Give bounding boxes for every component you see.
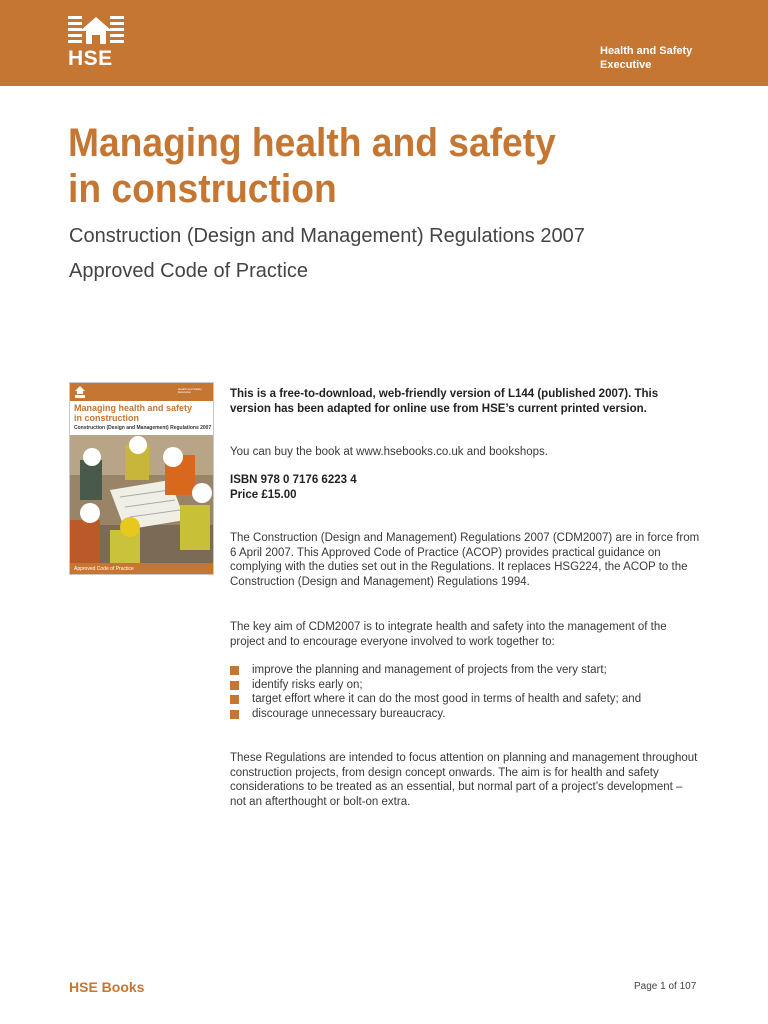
bullet-square-icon <box>230 681 239 690</box>
price: Price £15.00 <box>230 488 297 501</box>
cover-photo-construction-workers <box>70 435 214 565</box>
paragraph-focus: These Regulations are intended to focus attention on planning and management throughout construction projects, from design concept onwards. The aim is for health and safety considerations to be treated as an essential, but normal part of a project’s development – not an afterthought or bolt-on extra. <box>230 752 698 808</box>
isbn: ISBN 978 0 7176 6223 4 <box>230 474 357 486</box>
cover-org-text: Health and Safety Executive <box>178 387 202 394</box>
book-cover-thumbnail <box>69 382 214 575</box>
cover-title: Managing health and safety in construction <box>74 403 193 423</box>
paragraph-key-aim: The key aim of CDM2007 is to integrate health and safety into the management of the project and to encourage everyone involved to work together to: <box>230 621 667 648</box>
bullet-square-icon <box>230 695 239 704</box>
paragraph-cdm2007: The Construction (Design and Management) Regulations 2007 (CDM2007) are in force from 6 April 2007. This Approved Code of Practice (ACOP) provides practical guidance on complying with the duties set out in the Regulations. It replaces HSG224, the ACOP to the Construction (Design and Management) Regulations 1994. <box>230 532 700 588</box>
cover-subtitle: Construction (Design and Management) Regulations 2007 <box>74 425 212 431</box>
bullet-square-icon <box>230 710 239 719</box>
aim-bullet-list <box>230 663 700 721</box>
hse-logo-text: HSE <box>68 47 113 70</box>
list-item: discourage unnecessary bureaucracy. <box>230 707 700 722</box>
header-band <box>0 0 768 86</box>
footer-publisher: HSE Books <box>69 979 145 995</box>
purchase-info: You can buy the book at www.hsebooks.co.uk and bookshops. <box>230 446 548 458</box>
bullet-square-icon <box>230 666 239 675</box>
page-title: Managing health and safety in construction <box>68 121 556 211</box>
page-subtitle: Construction (Design and Management) Regulations 2007 Approved Code of Practice <box>69 225 585 282</box>
list-item: identify risks early on; <box>230 678 700 693</box>
organization-name: Health and Safety Executive <box>600 45 693 71</box>
list-item: target effort where it can do the most good in terms of health and safety; and <box>230 692 700 707</box>
cover-footer-text: Approved Code of Practice <box>74 566 134 572</box>
list-item: improve the planning and management of projects from the very start; <box>230 663 700 678</box>
cover-footer-band <box>70 563 214 575</box>
page-number: Page 1 of 107 <box>634 981 697 992</box>
isbn-price <box>230 473 700 502</box>
intro-notice: This is a free-to-download, web-friendly version of L144 (published 2007). This version has been adapted for online use from HSE’s current printed version. <box>230 388 659 415</box>
cover-hse-logo-icon <box>75 386 85 398</box>
